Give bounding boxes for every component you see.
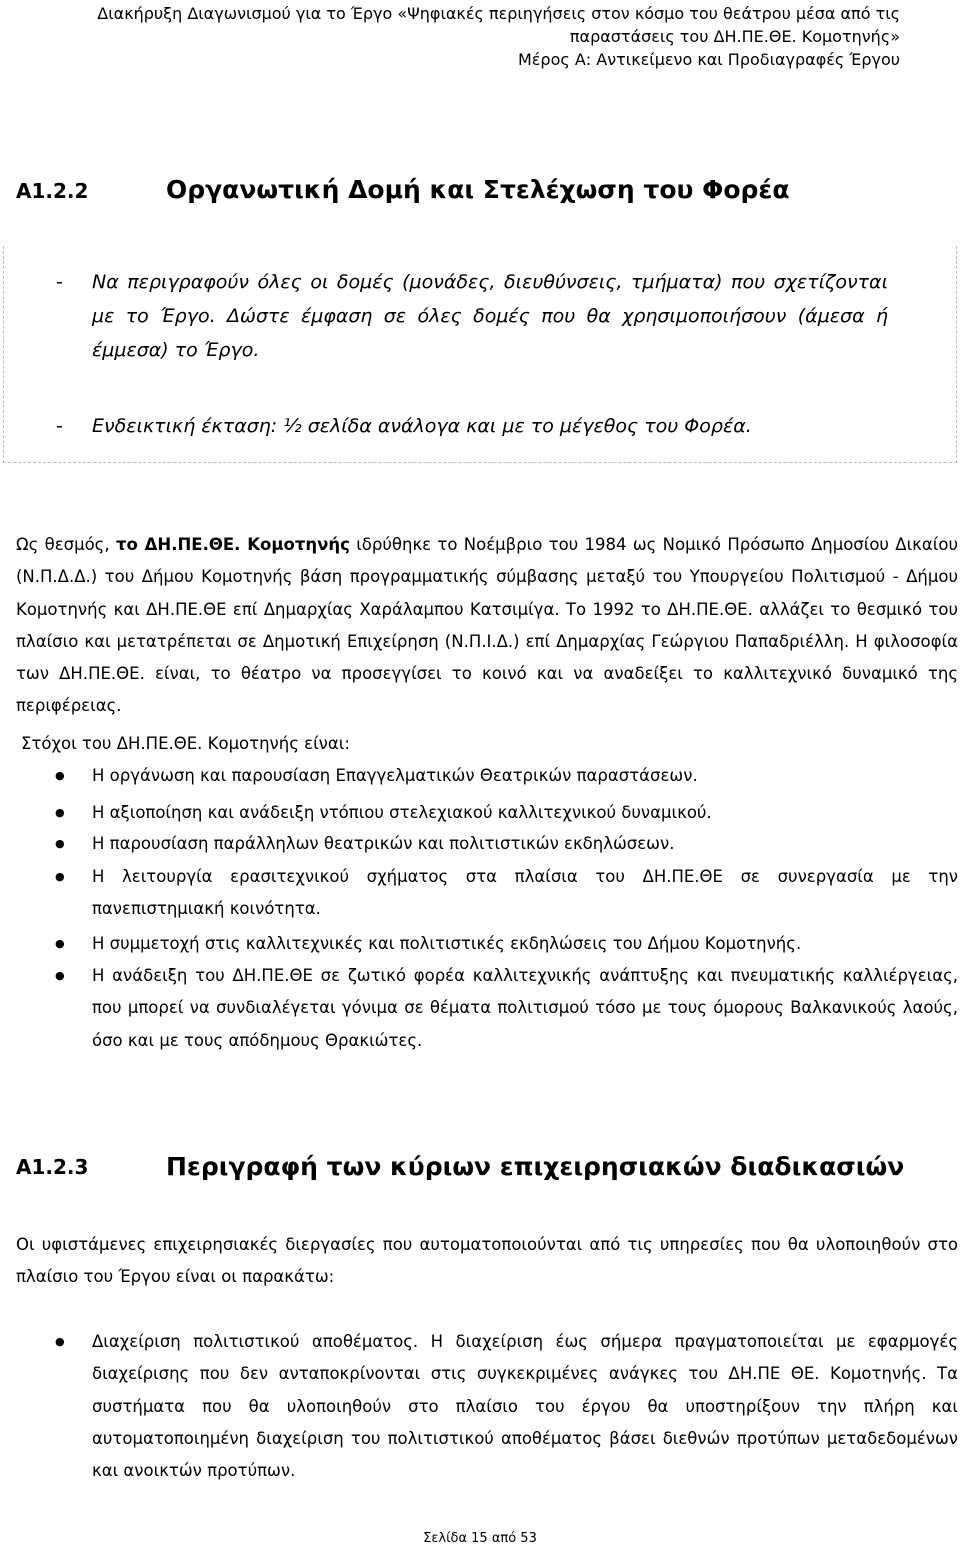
processes-intro: Οι υφιστάμενες επιχειρησιακές διεργασίες που αυτοματοποιούνται από τις υπηρεσίες που θα υλοποιηθούν στο πλαίσιο του Έργου είναι οι παρακάτω: (16, 1235, 958, 1287)
goals-label: Στόχοι του ΔΗ.ΠΕ.ΘΕ. Κομοτηνής είναι: (21, 734, 350, 753)
goal-item: ● Η παρουσίαση παράλληλων θεατρικών και πολιτιστικών εκδηλώσεων. (92, 828, 958, 860)
section-title-a123: Περιγραφή των κύριων επιχειρησιακών διαδικασιών (166, 1152, 905, 1181)
dash-marker: - (56, 415, 63, 437)
goal-item: ● Η λειτουργία ερασιτεχνικού σχήματος στα πλαίσια του ΔΗ.ΠΕ.ΘΕ σε συνεργασία με την πανεπιστημιακή κοινότητα. (92, 861, 958, 926)
instruction-item (56, 409, 888, 443)
goal-item: ● Η οργάνωση και παρουσίαση Επαγγελματικών Θεατρικών παραστάσεων. (92, 760, 958, 792)
header-line-2: παραστάσεις του ΔΗ.ΠΕ.ΘΕ. Κομοτηνής» (569, 27, 900, 46)
text-run: Ως θεσμός, (16, 535, 116, 554)
instruction-item (56, 265, 888, 367)
organization-paragraph (16, 529, 958, 723)
goal-item: ● Η συμμετοχή στις καλλιτεχνικές και πολιτιστικές εκδηλώσεις του Δήμου Κομοτηνής. (92, 928, 958, 960)
page-number: Σελίδα 15 από 53 (423, 1531, 537, 1546)
running-header (20, 2, 900, 71)
header-line-3: Μέρος Α: Αντικείμενο και Προδιαγραφές Έργου (517, 50, 900, 69)
process-item: ● Διαχείριση πολιτιστικού αποθέματος. Η διαχείριση έως σήμερα πραγματοποιείται με εφαρμογές διαχείρισης που δεν ανταποκρίνονται στις συγκεκριμένες ανάγκες του ΔΗ.ΠΕ ΘΕ. Κομοτηνής. Τα συστήματα που θα υλοποιηθούν στο πλαίσιο του έργου θα υποστηρίξουν την πλήρη και αυτοματοποιημένη διαχείριση του πολιτιστικού αποθέματος βάσει διεθνών προτύπων μεταδεδομένων και ανοικτών προτύπων. (92, 1326, 958, 1487)
goal-item: ● Η αξιοποίηση και ανάδειξη ντόπιου στελεχιακού καλλιτεχνικού δυναμικού. (92, 797, 958, 829)
instruction-text: Να περιγραφούν όλες οι δομές (μονάδες, διευθύνσεις, τμήματα) που σχετίζονται με το Έργο. Δώστε έμφαση σε όλες δομές που θα χρησιμοποιήσουν (άμεσα ή έμμεσα) το Έργο. (92, 271, 888, 361)
section-number-a122: Α1.2.2 (16, 179, 89, 203)
instruction-text: Ενδεικτική έκταση: ½ σελίδα ανάλογα και με το μέγεθος του Φορέα. (92, 415, 752, 437)
section-title-a122: Οργανωτική Δομή και Στελέχωση του Φορέα (166, 175, 790, 204)
section-number-a123: Α1.2.3 (16, 1155, 89, 1179)
header-line-1: Διακήρυξη Διαγωνισμού για το Έργο «Ψηφιακές περιηγήσεις στον κόσμο του θεάτρου μέσα από τις (97, 4, 900, 23)
text-run: ιδρύθηκε το Νοέμβριο του 1984 ως Νομικό Πρόσωπο Δημοσίου Δικαίου (Ν.Π.Δ.Δ.) του Δήμου Κομοτηνής βάση προγραμματικής σύμβασης μεταξύ του Υπουργείου Πολιτισμού - Δήμου Κομοτηνής και ΔΗ.ΠΕ.ΘΕ επί Δημαρχίας Χαράλαμπου Κατσιμίγα. Το 1992 το ΔΗ.ΠΕ.ΘΕ. αλλάζει το θεσμικό του πλαίσιο και μετατρέπεται σε Δημοτική Επιχείρηση (Ν.Π.Ι.Δ.) επί Δημαρχίας Γεώργιου Παπαδριέλλη. Η φιλοσοφία των ΔΗ.ΠΕ.ΘΕ. είναι, το θέατρο να προσεγγίσει το κοινό και να αναδείξει το καλλιτεχνικό δυναμικό της περιφέρειας. (16, 535, 959, 716)
dash-marker: - (56, 271, 63, 293)
org-name-bold: το ΔΗ.ΠΕ.ΘΕ. Κομοτηνής (115, 535, 350, 554)
goal-item: ● Η ανάδειξη του ΔΗ.ΠΕ.ΘΕ σε ζωτικό φορέα καλλιτεχνικής ανάπτυξης και πνευματικής καλλιέργειας, που μπορεί να συνδιαλέγεται γόνιμα σε θέματα πολιτισμού τόσο με τους όμορους Βαλκανικούς λαούς, όσο και με τους απόδημους Θρακιώτες. (92, 960, 958, 1057)
